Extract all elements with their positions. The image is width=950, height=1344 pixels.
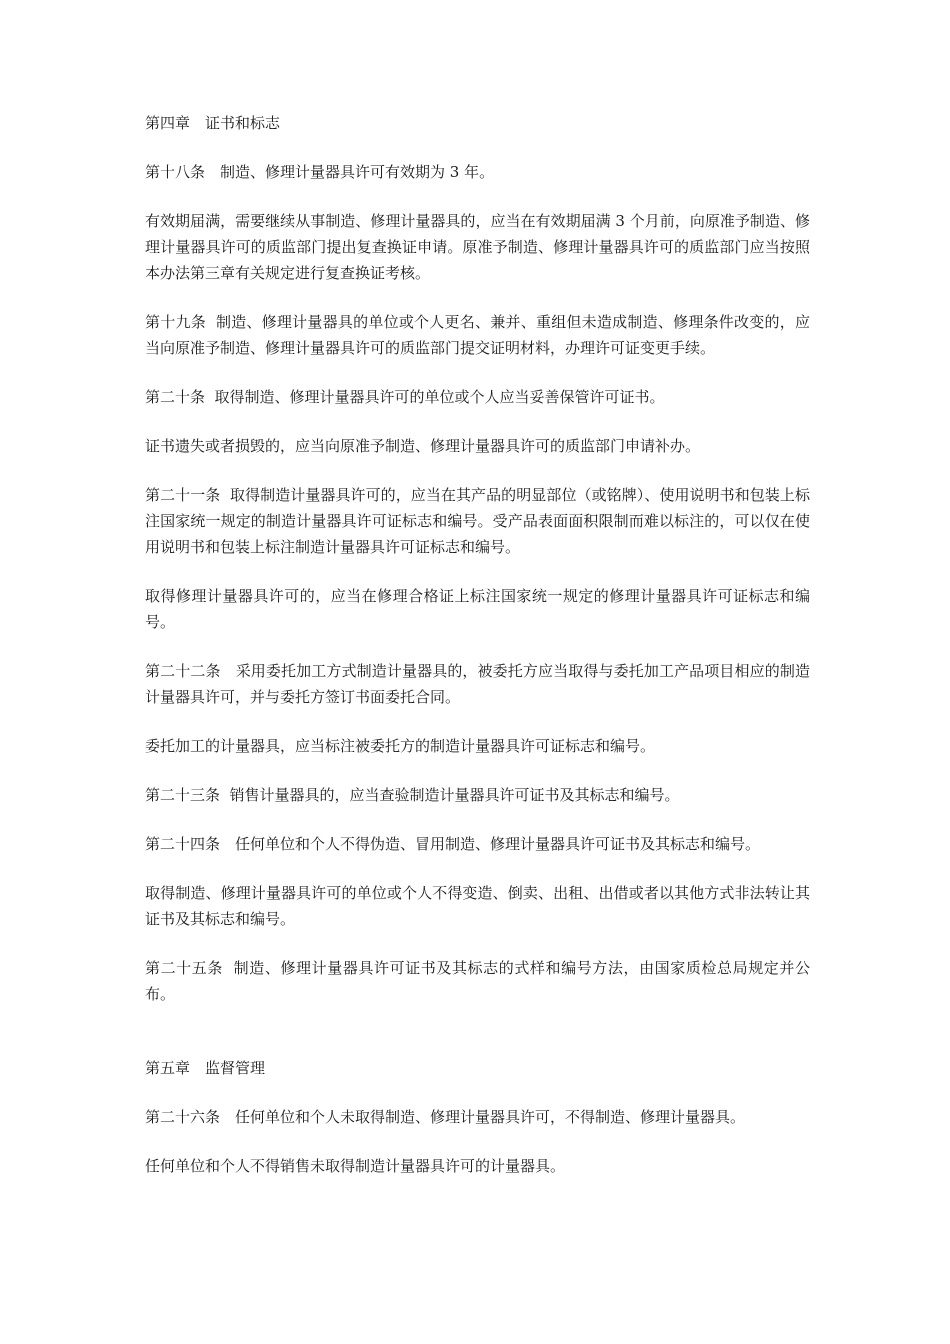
chapter-4-heading: 第四章 证书和标志: [145, 114, 281, 132]
article-26-paragraph-2: 任何单位和个人不得销售未取得制造计量器具许可的计量器具。: [145, 1157, 566, 1175]
article-18: 第十八条 制造、修理计量器具许可有效期为 3 年。: [145, 163, 495, 181]
article-21-paragraph-2: 取得修理计量器具许可的，应当在修理合格证上标注国家统一规定的修理计量器具许可证标志和编号。: [145, 587, 810, 631]
article-20-paragraph-2: 证书遗失或者损毁的，应当向原准予制造、修理计量器具许可的质监部门申请补办。: [145, 437, 701, 455]
article-24-paragraph-2: 取得制造、修理计量器具许可的单位或个人不得变造、倒卖、出租、出借或者以其他方式非法转让其证书及其标志和编号。: [145, 884, 810, 928]
article-23: 第二十三条 销售计量器具的，应当查验制造计量器具许可证书及其标志和编号。: [145, 786, 680, 804]
article-25: 第二十五条 制造、修理计量器具许可证书及其标志的式样和编号方法，由国家质检总局规定并公布。: [145, 959, 810, 1003]
document-body: [145, 110, 810, 1202]
chapter-5-heading: 第五章 监督管理: [145, 1059, 266, 1077]
article-22: 第二十二条 采用委托加工方式制造计量器具的，被委托方应当取得与委托加工产品项目相应的制造计量器具许可，并与委托方签订书面委托合同。: [145, 662, 810, 706]
article-26: 第二十六条 任何单位和个人未取得制造、修理计量器具许可，不得制造、修理计量器具。: [145, 1108, 746, 1126]
article-18-paragraph-2: 有效期届满，需要继续从事制造、修理计量器具的，应当在有效期届满 3 个月前，向原准予制造、修理计量器具许可的质监部门提出复查换证申请。原准予制造、修理计量器具许可的质监部门应当按照本办法第三章有关规定进行复查换证考核。: [145, 212, 810, 282]
article-24: 第二十四条 任何单位和个人不得伪造、冒用制造、修理计量器具许可证书及其标志和编号。: [145, 835, 761, 853]
article-19: 第十九条 制造、修理计量器具的单位或个人更名、兼并、重组但未造成制造、修理条件改变的，应当向原准予制造、修理计量器具许可的质监部门提交证明材料，办理许可证变更手续。: [145, 313, 810, 357]
article-21: 第二十一条 取得制造计量器具许可的，应当在其产品的明显部位（或铭牌）、使用说明书和包装上标注国家统一规定的制造计量器具许可证标志和编号。受产品表面面积限制而难以标注的，可以仅在使用说明书和包装上标注制造计量器具许可证标志和编号。: [145, 486, 810, 556]
article-22-paragraph-2: 委托加工的计量器具，应当标注被委托方的制造计量器具许可证标志和编号。: [145, 737, 656, 755]
article-20: 第二十条 取得制造、修理计量器具许可的单位或个人应当妥善保管许可证书。: [145, 388, 665, 406]
